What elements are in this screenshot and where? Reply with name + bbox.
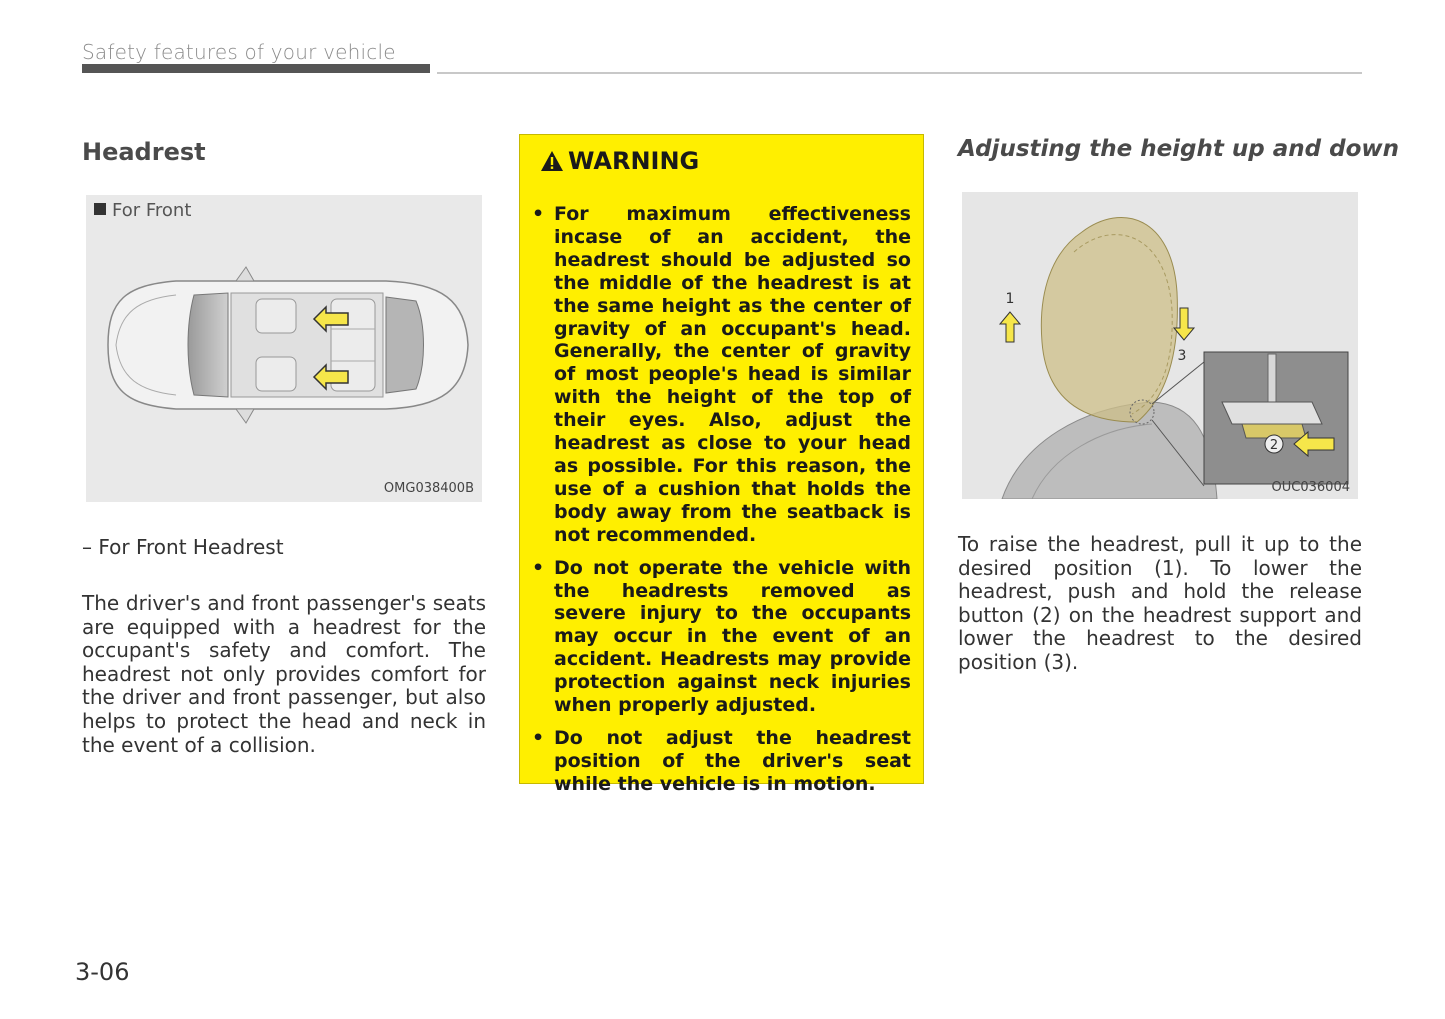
warning-item-text: Do not operate the vehicle with the headrests removed as severe injury to the occupants may occur in the event of an accident. Headrests may provide protection against neck injuries when properly adjusted. — [554, 556, 911, 717]
figure-label-text: For Front — [112, 200, 192, 221]
figure-code: OUC036004 — [1271, 480, 1350, 495]
warning-item — [532, 557, 911, 717]
warning-box — [519, 134, 924, 795]
warning-item — [532, 203, 911, 547]
warning-title — [540, 147, 699, 175]
bullet-icon: • — [532, 726, 545, 749]
warning-item — [532, 727, 911, 796]
header-rule-dark — [82, 64, 430, 73]
car-top-view-illustration — [86, 195, 482, 502]
bullet-icon: • — [532, 203, 545, 225]
warning-title-text: WARNING — [568, 147, 700, 175]
warning-item-text: Do not adjust the headrest position of the driver's seat while the vehicle is in motion. — [554, 726, 911, 795]
marker-1-label: 1 — [1005, 291, 1015, 307]
headrest-illustration — [962, 192, 1358, 499]
front-headrest-figure — [86, 195, 482, 502]
warning-triangle-icon — [540, 150, 564, 172]
height-adjustment-description: To raise the headrest, pull it up to the desired position (1). To lower the headrest, push and hold the release button (2) on the headrest support and lower the headrest to the desired position (3). — [958, 532, 1362, 674]
warning-list — [532, 203, 911, 806]
headrest-adjustment-figure — [962, 192, 1358, 499]
headrest-heading: Headrest — [82, 138, 206, 166]
marker-2-label: 2 — [1269, 438, 1279, 453]
warning-item-text: For maximum effectiveness incase of an accident, the headrest should be adjusted so the middle of the headrest is at the same height as the center of gravity of an occupant's head. Generally, the center of gravity of most people's head is similar with the height of the top of their eyes. Also, adjust the headrest as close to your head as possible. For this reason, the use of a cushion that holds the body away from the seatback is not recommended. — [554, 203, 911, 546]
headrest-description: The driver's and front passenger's seats are equipped with a headrest for the occupant's safety and comfort. The headrest not only provides comfort for the driver and front passenger, but also helps to protect the head and neck in the event of a collision. — [82, 591, 486, 757]
figure-code: OMG038400B — [383, 481, 474, 496]
figure-caption: – For Front Headrest — [82, 535, 284, 559]
adjusting-height-heading: Adjusting the height up and down — [958, 136, 1399, 162]
section-header-title: Safety features of your vehicle — [82, 40, 396, 64]
page-number: 3-06 — [75, 958, 130, 986]
header-rule-light — [437, 72, 1362, 74]
marker-3-label: 3 — [1177, 348, 1187, 364]
bullet-icon: • — [532, 556, 545, 579]
